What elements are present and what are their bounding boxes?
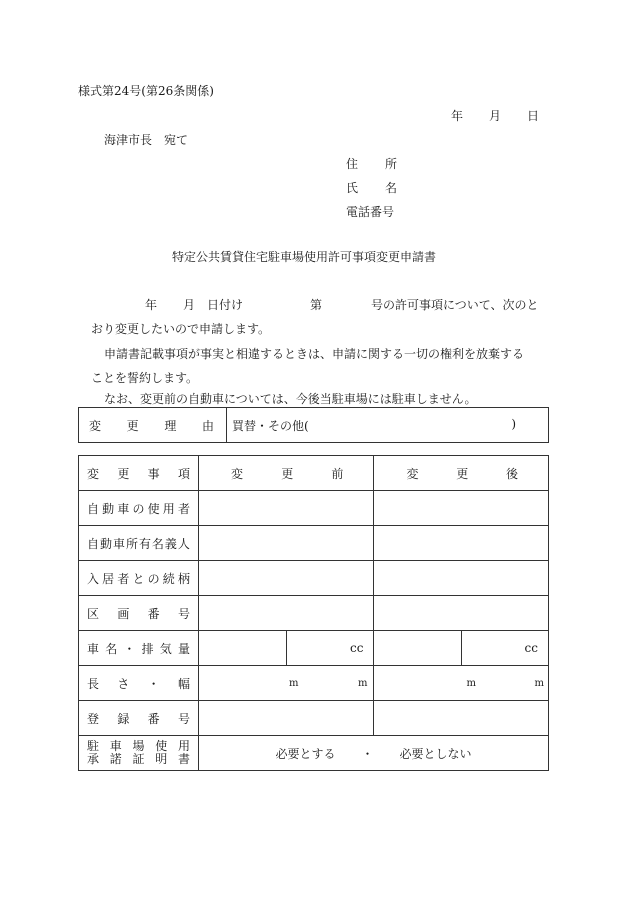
label-char: 長 — [87, 676, 100, 691]
label-char: 続 — [162, 571, 175, 586]
label-char: 幅 — [177, 676, 190, 691]
label-char: 録 — [117, 711, 130, 726]
reason-value-prefix: 買替・その他( — [232, 418, 309, 433]
table-row — [79, 526, 549, 561]
body-line2: おり変更したいので申請します。 — [91, 322, 271, 336]
row-label-vehicle-owner — [79, 526, 199, 561]
header-before-char: 前 — [331, 466, 344, 481]
header-item — [79, 456, 199, 491]
after-cell[interactable] — [374, 561, 549, 596]
label-char: 動 — [102, 501, 115, 516]
name-label-1: 氏 — [346, 181, 359, 195]
label-char: 量 — [177, 641, 190, 656]
reason-label-cell — [79, 408, 227, 443]
body-dated: 日付け — [207, 298, 244, 312]
header-item-char: 更 — [117, 466, 130, 481]
date-year-label: 年 — [451, 109, 464, 123]
label-char: ・ — [147, 676, 160, 691]
after-car-name-cell[interactable] — [374, 631, 462, 666]
before-cell[interactable] — [198, 526, 374, 561]
row-label-length-width — [79, 666, 199, 701]
label-char: 入 — [87, 571, 100, 586]
label-char: 使 — [147, 501, 160, 516]
label-char: 用 — [162, 501, 175, 516]
certificate-separator: ・ — [361, 746, 374, 761]
reason-label-char: 更 — [126, 418, 139, 433]
label-char: 居 — [102, 571, 115, 586]
change-table — [78, 455, 549, 771]
m-unit: m — [534, 678, 544, 689]
label-char: 車 — [117, 501, 130, 516]
header-item-char: 事 — [147, 466, 160, 481]
label-char: の — [132, 501, 145, 516]
label-char: 登 — [87, 711, 100, 726]
label-char: 承 — [87, 752, 100, 766]
header-item-char: 項 — [177, 466, 190, 481]
after-cell[interactable] — [374, 596, 549, 631]
cc-unit: cc — [350, 641, 364, 655]
header-before — [198, 456, 374, 491]
certificate-choice-cell — [198, 736, 548, 771]
label-char: 番 — [147, 606, 160, 621]
table-row — [79, 561, 549, 596]
label-char: 証 — [132, 752, 145, 766]
table-row — [79, 596, 549, 631]
m-unit: m — [288, 678, 299, 689]
reason-value-suffix: ) — [511, 416, 516, 431]
header-before-char: 更 — [281, 466, 294, 481]
document-title: 特定公共賃貸住宅駐車場使用許可事項変更申請書 — [172, 250, 437, 264]
reason-label-char: 変 — [89, 418, 102, 433]
table-row — [79, 631, 549, 666]
header-after-char: 変 — [406, 466, 419, 481]
header-after-char: 後 — [505, 466, 518, 481]
body-line4: ことを誓約します。 — [91, 371, 199, 385]
phone-label: 電話番号 — [346, 205, 395, 219]
label-char: 画 — [117, 606, 130, 621]
row-label-relationship — [79, 561, 199, 596]
label-char: 気 — [159, 641, 172, 656]
name-label-2: 名 — [385, 181, 398, 195]
table-row — [79, 736, 549, 771]
label-char: 者 — [117, 571, 130, 586]
label-char: 区 — [87, 606, 100, 621]
before-cell[interactable] — [198, 596, 374, 631]
header-before-char: 変 — [230, 466, 243, 481]
label-char: 号 — [177, 711, 190, 726]
label-char: 人 — [177, 536, 190, 551]
row-label-parking-certificate — [79, 736, 199, 771]
label-char: 名 — [105, 641, 118, 656]
label-char: 者 — [177, 501, 190, 516]
date-month-label: 月 — [489, 109, 502, 123]
label-char: 書 — [177, 752, 190, 766]
change-table-header — [79, 456, 549, 491]
label-char: 動 — [99, 536, 112, 551]
row-label-registration-number — [79, 701, 199, 736]
table-row — [79, 701, 549, 736]
address-label-1: 住 — [346, 157, 359, 171]
body-line1-rest: 号の許可事項について、次のと — [371, 298, 539, 312]
label-char: 柄 — [177, 571, 190, 586]
form-number: 様式第24号(第26条関係) — [78, 84, 214, 98]
row-label-car-name-displacement — [79, 631, 199, 666]
label-char: 義 — [164, 536, 177, 551]
m-unit: m — [357, 678, 368, 689]
label-char: と — [132, 571, 145, 586]
certificate-not-needed-option[interactable]: 必要としない — [399, 746, 472, 761]
label-char: 所 — [125, 536, 138, 551]
row-label-vehicle-user — [79, 491, 199, 526]
addressee: 海津市長 宛て — [104, 133, 189, 147]
address-label-2: 所 — [385, 157, 398, 171]
table-row — [79, 491, 549, 526]
before-cell[interactable] — [198, 701, 374, 736]
table-row — [79, 666, 549, 701]
label-char: 排 — [141, 641, 154, 656]
label-char: 駐 — [87, 739, 100, 753]
label-char: 号 — [177, 606, 190, 621]
label-char: 車 — [112, 536, 125, 551]
label-char: 名 — [151, 536, 164, 551]
after-cell[interactable] — [374, 701, 549, 736]
body-number-prefix: 第 — [310, 298, 323, 312]
label-char: 諾 — [109, 752, 122, 766]
label-char: 自 — [87, 536, 100, 551]
reason-value-cell[interactable] — [227, 408, 549, 443]
after-cell[interactable] — [374, 491, 549, 526]
label-char: 明 — [155, 752, 168, 766]
label-char: 場 — [132, 739, 145, 753]
label-char: 番 — [147, 711, 160, 726]
body-year: 年 — [145, 298, 158, 312]
header-item-char: 変 — [87, 466, 100, 481]
after-dimensions-cell[interactable] — [374, 666, 549, 701]
before-cell[interactable] — [198, 561, 374, 596]
label-char: 使 — [155, 739, 168, 753]
label-char: 有 — [138, 536, 151, 551]
after-cell[interactable] — [374, 526, 549, 561]
label-char: 自 — [87, 501, 100, 516]
before-car-name-cell[interactable] — [198, 631, 286, 666]
label-char: 車 — [87, 641, 100, 656]
header-after-char: 更 — [456, 466, 469, 481]
label-char: 車 — [109, 739, 122, 753]
after-displacement-cell[interactable] — [462, 631, 549, 666]
body-line3: 申請書記載事項が事実と相違するときは、申請に関する一切の権利を放棄する — [104, 347, 525, 361]
row-label-lot-number — [79, 596, 199, 631]
header-after — [374, 456, 549, 491]
label-char: さ — [117, 676, 130, 691]
label-char: 用 — [177, 739, 190, 753]
before-cell[interactable] — [198, 491, 374, 526]
body-line5: なお、変更前の自動車については、今後当駐車場には駐車しません。 — [104, 392, 477, 406]
before-displacement-cell[interactable] — [286, 631, 374, 666]
label-char: の — [147, 571, 160, 586]
m-unit: m — [466, 678, 476, 689]
date-day-label: 日 — [527, 109, 540, 123]
before-dimensions-cell[interactable] — [198, 666, 374, 701]
body-month: 月 — [183, 298, 196, 312]
reason-table — [78, 407, 549, 443]
label-char: ・ — [123, 641, 136, 656]
cc-unit: cc — [524, 641, 538, 655]
certificate-needed-option[interactable]: 必要とする — [275, 746, 336, 761]
reason-label-char: 理 — [164, 418, 177, 433]
reason-label-char: 由 — [201, 418, 214, 433]
